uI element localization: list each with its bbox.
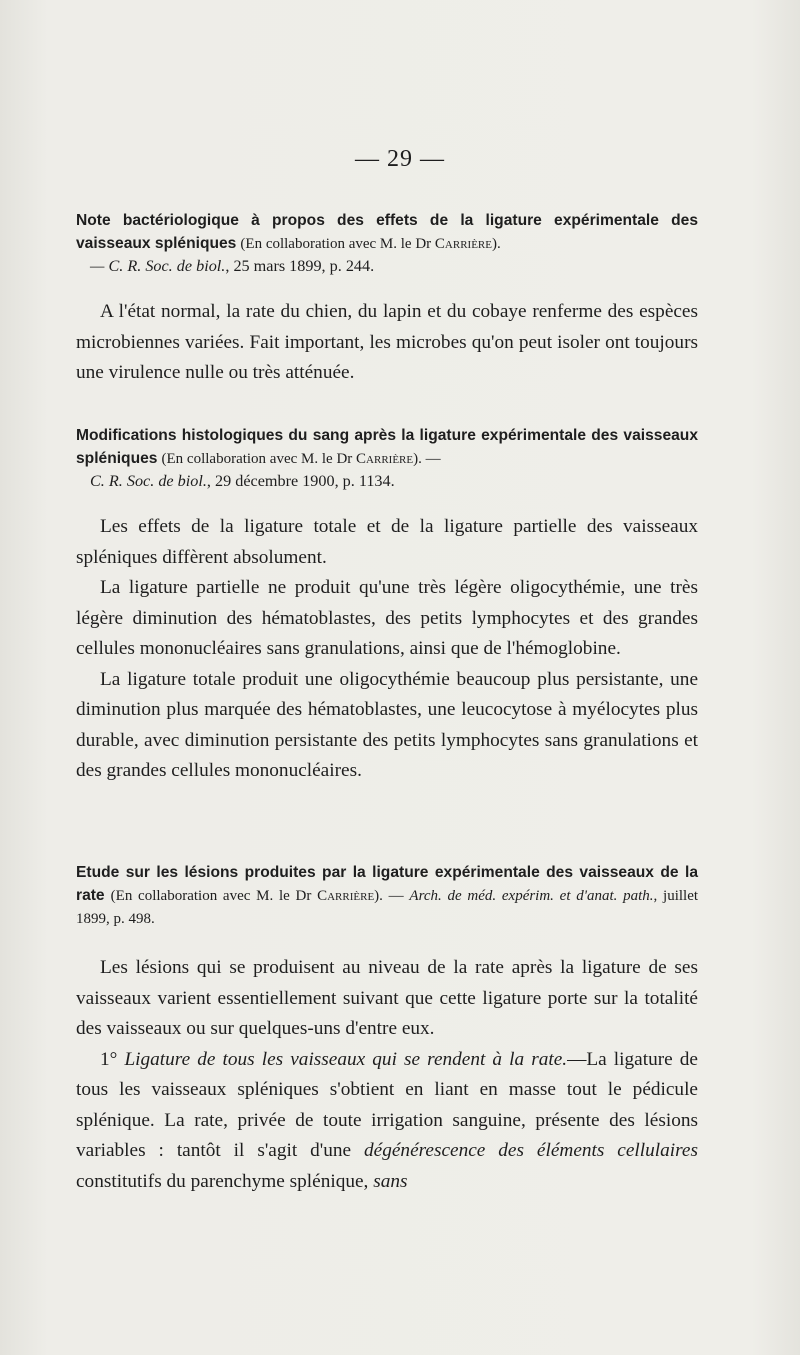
entry-source: C. R. Soc. de biol.	[90, 472, 207, 490]
collab-prefix: (En collaboration avec M. le Dr	[161, 451, 357, 467]
collab-prefix: (En collaboration avec M. le Dr	[110, 888, 318, 904]
entry-date: , juillet 1899, p. 498.	[76, 888, 699, 927]
entry-title: Etude sur les lésions produites par la ligature expérimentale des vaisseaux de la rate	[76, 864, 698, 904]
collab-name: Carrière	[317, 888, 375, 904]
collab-suffix: ).	[491, 236, 501, 252]
paragraph: Les lésions qui se produisent au niveau de la rate après la ligature de ses vaisseaux varient essentiellement suivant que cette ligature porte sur la totalité des vaisseaux ou sur quelques-uns d'entre eux.	[76, 957, 698, 1039]
paragraph: La ligature totale produit une oligocythémie beaucoup plus persistante, une diminution plus marquée des hématoblastes, une leucocytose à myélocytes plus durable, avec diminution persistante des petits lymphocytes sans granulations et des grandes cellules mononucléaires.	[76, 668, 698, 781]
biblio-entry-1	[76, 209, 698, 277]
collab-name: Carrière	[356, 451, 414, 467]
emphasis: sans	[373, 1170, 408, 1192]
section-1	[76, 297, 698, 389]
paragraph	[76, 1045, 698, 1198]
entry-date: , 25 mars 1899, p. 244.	[225, 257, 375, 275]
list-number: 1°	[100, 1048, 125, 1070]
section-3	[76, 953, 698, 1197]
entry-title: Note bactériologique à propos des effets de la ligature expérimentale des vaisseaux spléniques	[76, 212, 698, 252]
paragraph-text: —La ligature de tous les vaisseaux spléniques s'obtient en liant en masse tout le pédicule splénique. La rate, privée de toute irrigation sanguine, présente des lésions variables : tantôt il s'agit d'une	[76, 1048, 698, 1161]
collab-suffix: ). —	[413, 451, 441, 467]
subsection-heading: Ligature de tous les vaisseaux qui se rendent à la rate.	[124, 1048, 568, 1070]
page-number: — 29 —	[355, 146, 445, 172]
paragraph-text: constitutifs du parenchyme splénique,	[76, 1170, 374, 1192]
entry-date: , 29 décembre 1900, p. 1134.	[206, 472, 395, 490]
collab-prefix: (En collaboration avec M. le Dr	[240, 236, 435, 252]
paragraph: Les effets de la ligature totale et de la ligature partielle des vaisseaux spléniques diffèrent absolument.	[76, 516, 698, 568]
paragraph: A l'état normal, la rate du chien, du lapin et du cobaye renferme des espèces microbiennes variées. Fait important, les microbes qu'on peut isoler ont toujours une virulence nulle ou très atténuée.	[76, 301, 698, 383]
entry-source: — C. R. Soc. de biol.	[90, 257, 226, 275]
emphasis: dégénérescence des éléments cellulaires	[364, 1140, 698, 1161]
section-2	[76, 512, 698, 787]
entry-title: Modifications histologiques du sang après la ligature expérimentale des vaisseaux spléniques	[76, 427, 698, 467]
entry-source: Arch. de méd. expérim. et d'anat. path.	[409, 888, 654, 904]
collab-suffix: ). —	[374, 888, 410, 904]
paragraph: La ligature partielle ne produit qu'une très légère oligocythémie, une très légère diminution des hématoblastes, des petits lymphocytes et des grandes cellules mononucléaires sans granulations, ainsi que de l'hémoglobine.	[76, 577, 698, 659]
biblio-entry-3	[76, 861, 698, 930]
biblio-entry-2	[76, 424, 698, 492]
collab-name: Carrière	[434, 236, 492, 252]
